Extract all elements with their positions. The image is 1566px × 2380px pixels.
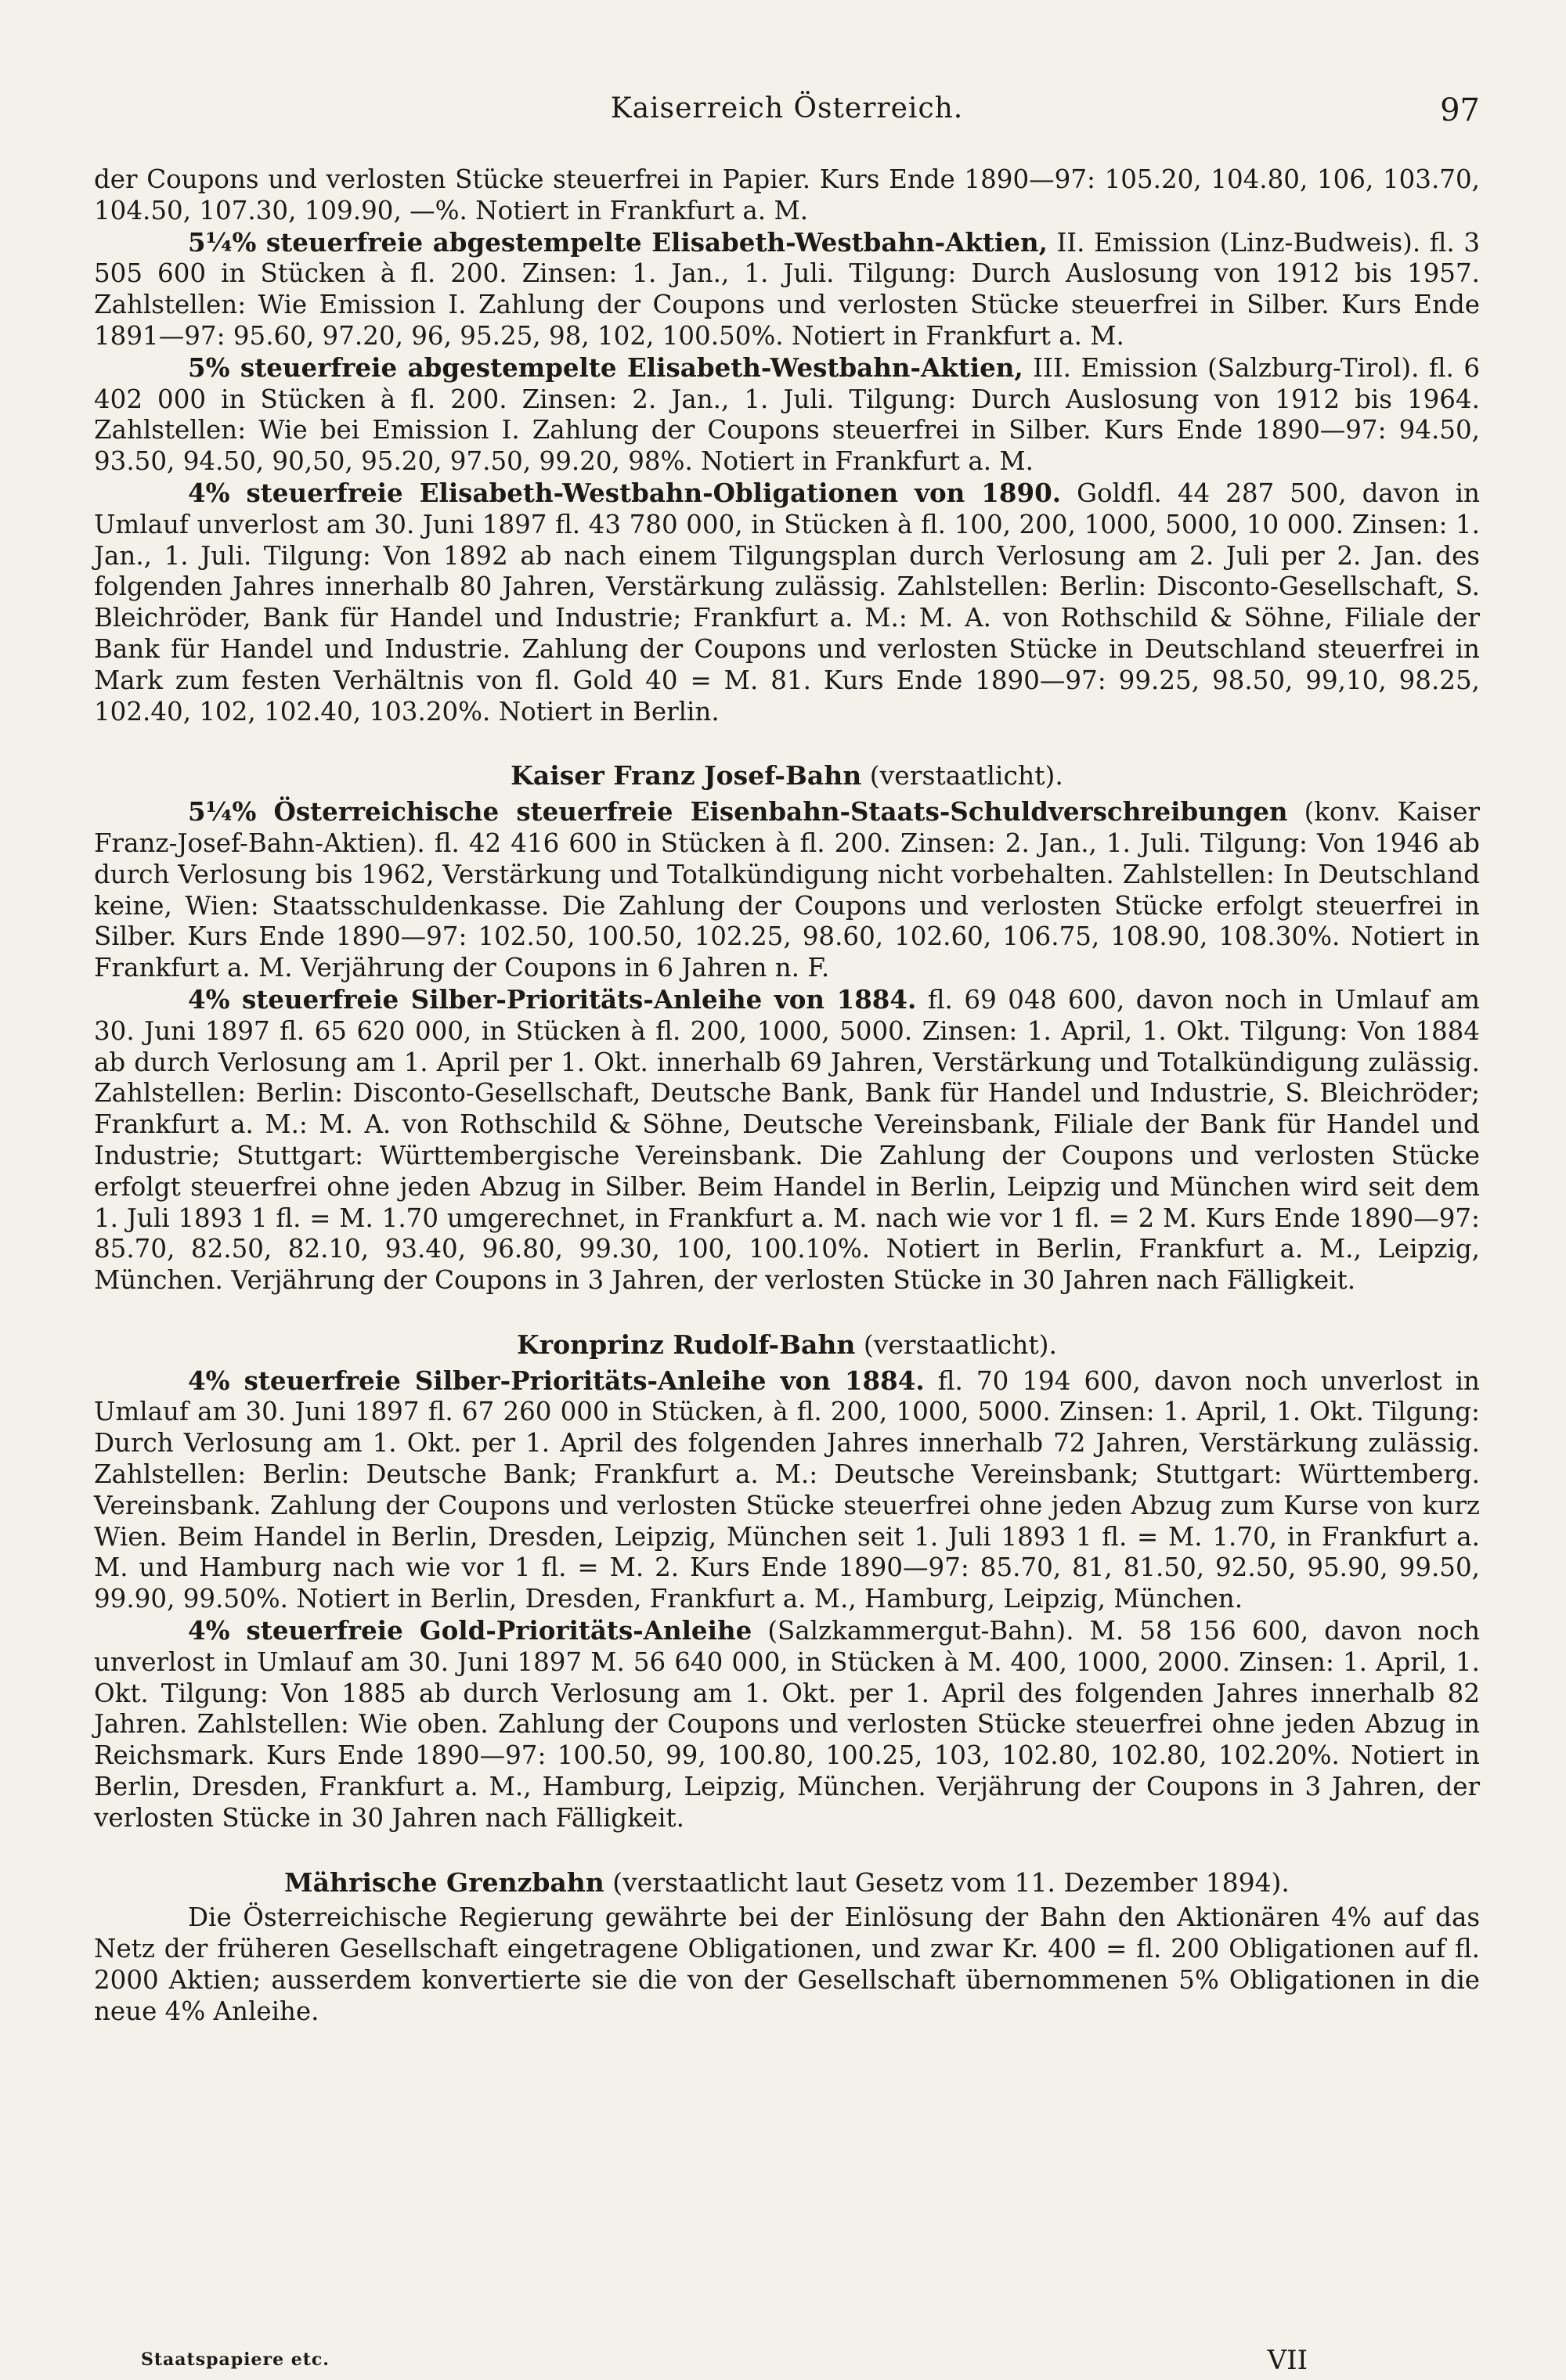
entry-title: 4% steuerfreie Silber-Prioritäts-Anleihe von 1884. — [188, 983, 917, 1015]
section-name: Kronprinz Rudolf-Bahn — [517, 1329, 856, 1360]
entry-westbahn-ii — [94, 227, 1480, 352]
signature-mark: Staatspapiere etc. — [141, 2349, 330, 2370]
entry-title: 4% steuerfreie Gold-Prioritäts-Anleihe — [188, 1615, 752, 1646]
page-number: 97 — [1440, 92, 1480, 128]
page-footer — [141, 2345, 1308, 2376]
entry-body: II. Emission (Linz-Budweis). fl. 3 505 600 in Stücken à fl. 200. Zinsen: 1. Jan., 1. Juli. Tilgung: Durch Auslosung von 1912 bis 1957. Zahlstellen: Wie Emission I. Zahlung der Coupons und verlosten Stücke steuerfrei in Silber. Kurs Ende 1891—97: 95.60, 97.20, 96, 95.25, 98, 102, 100.50%. Notiert in Frankfurt a. M. — [94, 227, 1480, 351]
intro-continuation: der Coupons und verlosten Stücke steuerfrei in Papier. Kurs Ende 1890—97: 105.20, 104.80, 106, 103.70, 104.50, 107.30, 109.90, —%. Notiert in Frankfurt a. M. — [94, 164, 1480, 225]
section-heading-kronprinz — [94, 1329, 1480, 1361]
entry-title: 5¼% steuerfreie abgestempelte Elisabeth-Westbahn-Aktien, — [188, 226, 1048, 258]
entry-kronprinz-gold — [94, 1615, 1480, 1834]
section-note: (verstaatlicht). — [861, 760, 1063, 792]
section-heading-maehrische — [94, 1867, 1480, 1899]
entry-body: fl. 70 194 600, davon noch unverlost in Umlauf am 30. Juni 1897 fl. 67 260 000 in Stücken, à fl. 200, 1000, 5000. Zinsen: 1. April, 1. Okt. Tilgung: Durch Verlosung am 1. Okt. per 1. April des folgenden Jahres innerhalb 72 Jahren, Verstärkung zulässig. Zahlstellen: Berlin: Deutsche Bank; Frankfurt a. M.: Deutsche Vereinsbank; Stuttgart: Württemberg. Vereinsbank. Zahlung der Coupons und verlosten Stücke steuerfrei ohne jeden Abzug zum Kurse von kurz Wien. Beim Handel in Berlin, Dresden, Leipzig, München seit 1. Juli 1893 1 fl. = M. 1.70, in Frankfurt a. M. und Hamburg nach wie vor 1 fl. = M. 2. Kurs Ende 1890—97: 85.70, 81, 81.50, 92.50, 95.90, 99.50, 99.90, 99.50%. Notiert in Berlin, Dresden, Frankfurt a. M., Hamburg, Leipzig, München. — [94, 1365, 1480, 1614]
sheet-number: VII — [1267, 2345, 1308, 2376]
entry-body: (konv. Kaiser Franz-Josef-Bahn-Aktien). fl. 42 416 600 in Stücken à fl. 200. Zinsen: 2. Jan., 1. Juli. Tilgung: Von 1946 ab durch Verlosung bis 1962, Verstärkung und Totalkündigung nicht vorbehalten. Zahlstellen: In Deutschland keine, Wien: Staatsschuldenkasse. Die Zahlung der Coupons und verlosten Stücke erfolgt steuerfrei in Silber. Kurs Ende 1890—97: 102.50, 100.50, 102.25, 98.60, 102.60, 106.75, 108.90, 108.30%. Notiert in Frankfurt a. M. Verjährung der Coupons in 6 Jahren n. F. — [94, 797, 1481, 983]
section-heading-franz-josef — [94, 760, 1480, 792]
entry-westbahn-iii — [94, 352, 1480, 478]
entry-franz-josef-silber — [94, 984, 1480, 1296]
running-title: Kaiserreich Österreich. — [610, 92, 964, 124]
page-header — [94, 92, 1480, 139]
entry-title: 4% steuerfreie Silber-Prioritäts-Anleihe von 1884. — [188, 1365, 925, 1396]
entry-body: fl. 69 048 600, davon noch in Umlauf am 30. Juni 1897 fl. 65 620 000, in Stücken à fl. 200, 1000, 5000. Zinsen: 1. April, 1. Okt. Tilgung: Von 1884 ab durch Verlosung am 1. April per 1. Okt. innerhalb 69 Jahren, Verstärkung und Totalkündigung zulässig. Zahlstellen: Berlin: Disconto-Gesellschaft, Deutsche Bank, Bank für Handel und Industrie, S. Bleichröder; Frankfurt a. M.: M. A. von Rothschild & Söhne, Deutsche Vereinsbank, Filiale der Bank für Handel und Industrie; Stuttgart: Württembergische Vereinsbank. Die Zahlung der Coupons und verlosten Stücke erfolgt steuerfrei ohne jeden Abzug in Silber. Beim Handel in Berlin, Leipzig und München wird seit dem 1. Juli 1893 1 fl. = M. 1.70 umgerechnet, in Frankfurt a. M. nach wie vor 1 fl. = 2 M. Kurs Ende 1890—97: 85.70, 82.50, 82.10, 93.40, 96.80, 99.30, 100, 100.10%. Notiert in Berlin, Frankfurt a. M., Leipzig, München. Verjährung der Coupons in 3 Jahren, der verlosten Stücke in 30 Jahren nach Fälligkeit. — [94, 984, 1480, 1296]
entry-title: 5% steuerfreie abgestempelte Elisabeth-Westbahn-Aktien, — [188, 352, 1023, 383]
section-note: (verstaatlicht). — [855, 1329, 1057, 1360]
section-note: (verstaatlicht laut Gesetz vom 11. Dezember 1894). — [604, 1866, 1290, 1898]
entry-title: 5¼% Österreichische steuerfreie Eisenbahn-Staats-Schuldverschreibungen — [188, 796, 1288, 828]
entry-franz-josef-staatsschuld — [94, 796, 1480, 984]
entry-body: (Salzkammergut-Bahn). M. 58 156 600, davon noch unverlost in Umlauf am 30. Juni 1897 M. 56 640 000, in Stücken à M. 400, 1000, 2000. Zinsen: 1. April, 1. Okt. Tilgung: Von 1885 ab durch Verlosung am 1. Okt. per 1. April des folgenden Jahres innerhalb 82 Jahren. Zahlstellen: Wie oben. Zahlung der Coupons und verlosten Stücke steuerfrei ohne jeden Abzug in Reichsmark. Kurs Ende 1890—97: 100.50, 99, 100.80, 100.25, 103, 102.80, 102.80, 102.20%. Notiert in Berlin, Dresden, Frankfurt a. M., Hamburg, Leipzig, München. Verjährung der Coupons in 3 Jahren, der verlosten Stücke in 30 Jahren nach Fälligkeit. — [94, 1616, 1480, 1833]
page-content — [94, 164, 1480, 2028]
maehrische-paragraph: Die Österreichische Regierung gewährte bei der Einlösung der Bahn den Aktionären 4% auf das Netz der früheren Gesellschaft eingetragene Obligationen, und zwar Kr. 400 = fl. 200 Obligationen auf fl. 2000 Aktien; ausserdem konvertierte sie die von der Gesellschaft übernommenen 5% Obligationen in die neue 4% Anleihe. — [94, 1902, 1480, 2026]
entry-body: Goldfl. 44 287 500, davon in Umlauf unverlost am 30. Juni 1897 fl. 43 780 000, in Stücken à fl. 100, 200, 1000, 5000, 10 000. Zinsen: 1. Jan., 1. Juli. Tilgung: Von 1892 ab nach einem Tilgungsplan durch Verlosung am 2. Juli per 2. Jan. des folgenden Jahres innerhalb 80 Jahren, Verstärkung zulässig. Zahlstellen: Berlin: Disconto-Gesellschaft, S. Bleichröder, Bank für Handel und Industrie; Frankfurt a. M.: M. A. von Rothschild & Söhne, Filiale der Bank für Handel und Industrie. Zahlung der Coupons und verlosten Stücke in Deutschland steuerfrei in Mark zum festen Verhältnis von fl. Gold 40 = M. 81. Kurs Ende 1890—97: 99.25, 98.50, 99,10, 98.25, 102.40, 102, 102.40, 103.20%. Notiert in Berlin. — [94, 478, 1480, 727]
section-name: Mährische Grenzbahn — [284, 1866, 604, 1898]
entry-body: III. Emission (Salzburg-Tirol). fl. 6 402 000 in Stücken à fl. 200. Zinsen: 2. Jan., 1. Juli. Tilgung: Durch Auslosung von 1912 bis 1964. Zahlstellen: Wie bei Emission I. Zahlung der Coupons steuerfrei in Silber. Kurs Ende 1890—97: 94.50, 93.50, 94.50, 90,50, 95.20, 97.50, 99.20, 98%. Notiert in Frankfurt a. M. — [94, 352, 1480, 477]
entry-title: 4% steuerfreie Elisabeth-Westbahn-Obligationen von 1890. — [188, 477, 1062, 508]
section-name: Kaiser Franz Josef-Bahn — [511, 760, 862, 792]
entry-kronprinz-silber — [94, 1365, 1480, 1615]
entry-westbahn-obligationen — [94, 478, 1480, 727]
